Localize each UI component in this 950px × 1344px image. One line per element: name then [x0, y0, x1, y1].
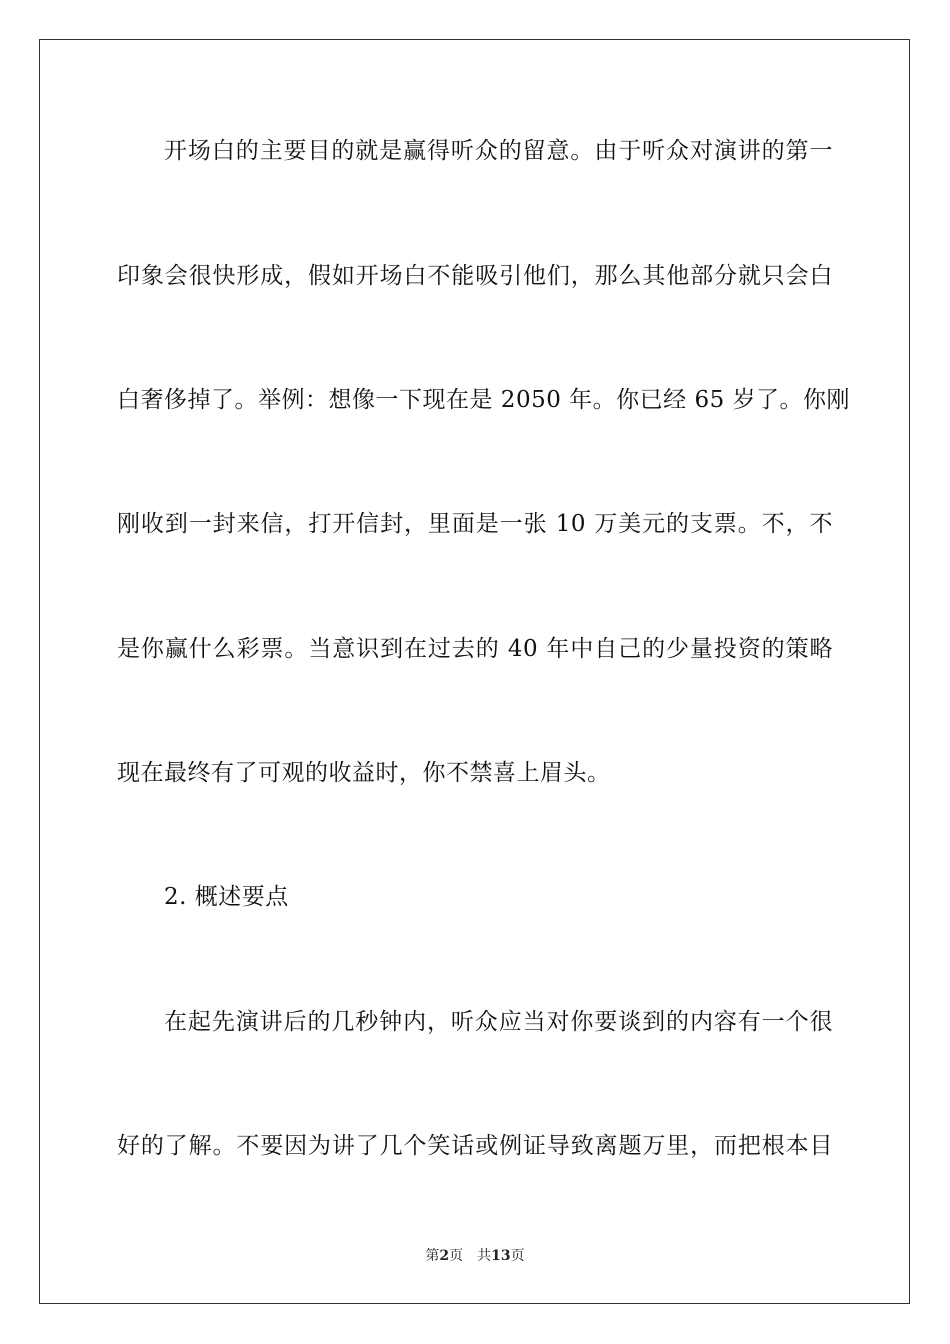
- footer-total-pages: 13: [491, 1248, 511, 1264]
- paragraph-line-4: 刚收到一封来信，打开信封，里面是一张 10 万美元的支票。不，不: [117, 511, 833, 537]
- footer-total-suffix: 页: [510, 1248, 525, 1264]
- footer-page-prefix: 第: [425, 1248, 440, 1264]
- footer-page-suffix: 页: [449, 1248, 464, 1264]
- page-border: [39, 39, 910, 1304]
- paragraph-line-7: 在起先演讲后的几秒钟内，听众应当对你要谈到的内容有一个很: [164, 1009, 833, 1035]
- page-footer: [0, 1247, 950, 1265]
- section-heading: 2. 概述要点: [164, 884, 289, 910]
- paragraph-line-1: 开场白的主要目的就是赢得听众的留意。由于听众对演讲的第一: [164, 138, 833, 164]
- footer-page-current: 2: [439, 1248, 450, 1264]
- footer-total-prefix: 共: [477, 1248, 492, 1264]
- paragraph-line-2: 印象会很快形成，假如开场白不能吸引他们，那么其他部分就只会白: [117, 263, 833, 289]
- paragraph-line-8: 好的了解。不要因为讲了几个笑话或例证导致离题万里，而把根本目: [117, 1133, 833, 1159]
- paragraph-line-5: 是你赢什么彩票。当意识到在过去的 40 年中自己的少量投资的策略: [117, 636, 833, 662]
- paragraph-line-3: 白奢侈掉了。举例：想像一下现在是 2050 年。你已经 65 岁了。你刚: [117, 387, 851, 413]
- paragraph-line-6: 现在最终有了可观的收益时，你不禁喜上眉头。: [117, 760, 611, 786]
